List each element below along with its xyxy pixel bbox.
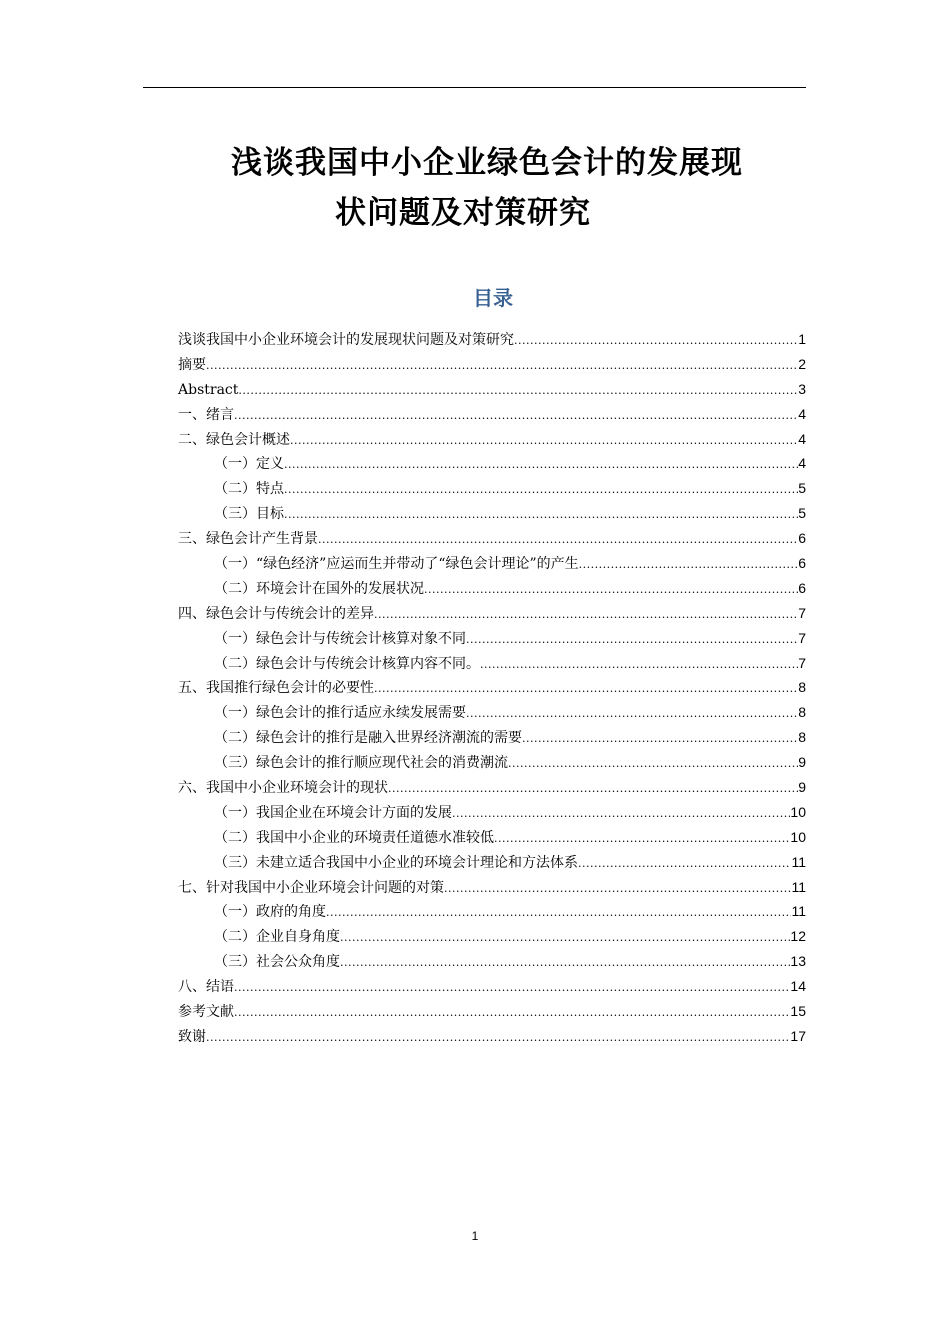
toc-entry-title: 二、绿色会计概述 bbox=[178, 431, 290, 448]
toc-entry-title: Abstract bbox=[178, 381, 239, 398]
toc-dot-leader bbox=[206, 1026, 790, 1049]
toc-dot-leader bbox=[234, 404, 798, 427]
toc-entry-page: 4 bbox=[798, 430, 806, 447]
toc-dot-leader bbox=[326, 901, 791, 924]
toc-entry[interactable] bbox=[178, 352, 806, 377]
toc-entry-title: 浅谈我国中小企业环境会计的发展现状问题及对策研究 bbox=[178, 332, 514, 348]
toc-dot-leader bbox=[284, 478, 798, 501]
toc-entry-page: 13 bbox=[790, 953, 806, 970]
page-number: 1 bbox=[471, 1229, 479, 1243]
toc-entry-page: 14 bbox=[790, 978, 806, 995]
toc-entry-page: 15 bbox=[790, 1003, 806, 1020]
toc-entry-page: 9 bbox=[798, 754, 806, 771]
table-of-contents bbox=[178, 327, 806, 1049]
toc-entry-page: 11 bbox=[791, 878, 806, 895]
toc-entry-page: 17 bbox=[790, 1027, 806, 1044]
toc-entry-title: 参考文献 bbox=[178, 1004, 234, 1021]
toc-entry-title: （三）社会公众角度 bbox=[214, 954, 340, 971]
toc-entry-page: 5 bbox=[798, 480, 806, 497]
toc-entry-page: 4 bbox=[798, 455, 806, 472]
document-title bbox=[143, 138, 806, 238]
toc-entry-title: （一）政府的角度 bbox=[214, 904, 326, 921]
toc-entry[interactable] bbox=[178, 899, 806, 924]
toc-entry-page: 2 bbox=[798, 355, 806, 372]
toc-entry[interactable] bbox=[178, 725, 806, 750]
toc-entry[interactable] bbox=[178, 800, 806, 825]
toc-dot-leader bbox=[284, 453, 798, 476]
toc-entry-title: （一）绿色会计的推行适应永续发展需要 bbox=[214, 705, 466, 722]
toc-entry-page: 6 bbox=[798, 579, 806, 596]
toc-entry[interactable] bbox=[178, 601, 806, 626]
toc-entry[interactable] bbox=[178, 526, 806, 551]
toc-entry-title: （二）环境会计在国外的发展状况 bbox=[214, 580, 424, 597]
toc-entry-title: 一、绪言 bbox=[178, 406, 234, 423]
toc-dot-leader bbox=[452, 802, 790, 825]
toc-entry-page: 7 bbox=[798, 654, 806, 671]
toc-entry[interactable] bbox=[178, 825, 806, 850]
toc-entry-page: 12 bbox=[790, 928, 806, 945]
toc-entry[interactable] bbox=[178, 949, 806, 974]
toc-entry-title: （二）我国中小企业的环境责任道德水准较低 bbox=[214, 829, 494, 846]
toc-entry-title: （三）未建立适合我国中小企业的环境会计理论和方法体系 bbox=[214, 854, 578, 871]
toc-entry-page: 8 bbox=[798, 679, 806, 696]
toc-dot-leader bbox=[318, 528, 798, 551]
toc-entry-title: （二）特点 bbox=[214, 481, 284, 498]
toc-dot-leader bbox=[206, 354, 798, 377]
toc-entry-title: 四、绿色会计与传统会计的差异 bbox=[178, 605, 374, 622]
toc-entry-title: （二）企业自身角度 bbox=[214, 929, 340, 946]
toc-entry[interactable] bbox=[178, 675, 806, 700]
toc-entry-title: （三）绿色会计的推行顺应现代社会的消费潮流 bbox=[214, 755, 508, 772]
toc-entry[interactable] bbox=[178, 402, 806, 427]
toc-entry-page: 8 bbox=[798, 704, 806, 721]
toc-entry[interactable] bbox=[178, 750, 806, 775]
toc-dot-leader bbox=[388, 777, 798, 800]
toc-dot-leader bbox=[466, 628, 798, 651]
toc-entry-title: （一）绿色会计与传统会计核算对象不同 bbox=[214, 630, 466, 647]
toc-entry[interactable] bbox=[178, 427, 806, 452]
toc-entry-title: （二）绿色会计与传统会计核算内容不同。 bbox=[214, 655, 480, 672]
toc-entry-title: 六、我国中小企业环境会计的现状 bbox=[178, 780, 388, 797]
toc-heading: 目录 bbox=[473, 286, 513, 310]
toc-entry[interactable] bbox=[178, 924, 806, 949]
toc-entry[interactable] bbox=[178, 850, 806, 875]
toc-entry-page: 11 bbox=[791, 853, 806, 870]
toc-entry-page: 4 bbox=[798, 405, 806, 422]
toc-entry[interactable] bbox=[178, 875, 806, 900]
toc-entry[interactable] bbox=[178, 974, 806, 999]
toc-entry-page: 10 bbox=[790, 803, 806, 820]
toc-entry[interactable] bbox=[178, 551, 806, 576]
toc-entry-page: 7 bbox=[798, 604, 806, 621]
toc-entry[interactable] bbox=[178, 1024, 806, 1049]
toc-dot-leader bbox=[340, 926, 790, 949]
toc-entry-title: 三、绿色会计产生背景 bbox=[178, 531, 318, 548]
toc-entry[interactable] bbox=[178, 377, 806, 402]
toc-entry-page: 8 bbox=[798, 729, 806, 746]
toc-entry[interactable] bbox=[178, 451, 806, 476]
toc-dot-leader bbox=[290, 429, 798, 452]
toc-dot-leader bbox=[238, 379, 798, 402]
toc-dot-leader bbox=[374, 677, 798, 700]
toc-entry-page: 6 bbox=[798, 555, 806, 572]
toc-entry-page: 10 bbox=[790, 828, 806, 845]
toc-dot-leader bbox=[514, 329, 798, 352]
toc-entry-title: 摘要 bbox=[178, 356, 206, 373]
toc-entry-title: （三）目标 bbox=[214, 506, 284, 523]
toc-entry-page: 3 bbox=[798, 380, 806, 397]
toc-dot-leader bbox=[480, 653, 798, 676]
toc-dot-leader bbox=[578, 852, 791, 875]
toc-entry[interactable] bbox=[178, 327, 806, 352]
toc-dot-leader bbox=[234, 1001, 790, 1024]
toc-entry-title: 七、针对我国中小企业环境会计问题的对策 bbox=[178, 879, 444, 896]
toc-entry-page: 11 bbox=[791, 903, 806, 920]
toc-entry[interactable] bbox=[178, 775, 806, 800]
toc-entry-page: 1 bbox=[798, 331, 806, 347]
toc-entry-page: 5 bbox=[798, 505, 806, 522]
toc-entry-page: 7 bbox=[798, 629, 806, 646]
toc-dot-leader bbox=[234, 976, 790, 999]
toc-entry[interactable] bbox=[178, 576, 806, 601]
toc-entry-title: 致谢 bbox=[178, 1028, 206, 1045]
toc-entry[interactable] bbox=[178, 999, 806, 1024]
toc-entry-page: 9 bbox=[798, 779, 806, 796]
toc-entry[interactable] bbox=[178, 476, 806, 501]
header-rule bbox=[143, 87, 806, 88]
toc-dot-leader bbox=[466, 702, 798, 725]
toc-entry[interactable] bbox=[178, 700, 806, 725]
toc-dot-leader bbox=[340, 951, 790, 974]
toc-entry-title: （一）“绿色经济”应运而生并带动了“绿色会计理论”的产生 bbox=[214, 556, 579, 573]
toc-entry-page: 6 bbox=[798, 530, 806, 547]
toc-dot-leader bbox=[522, 727, 798, 750]
toc-entry[interactable] bbox=[178, 651, 806, 676]
document-title-line-2: 状问题及对策研究 bbox=[335, 195, 591, 231]
toc-dot-leader bbox=[424, 578, 798, 601]
toc-entry-title: 八、结语 bbox=[178, 979, 234, 996]
toc-entry-title: （二）绿色会计的推行是融入世界经济潮流的需要 bbox=[214, 730, 522, 747]
toc-dot-leader bbox=[508, 752, 798, 775]
toc-dot-leader bbox=[284, 503, 798, 526]
toc-entry[interactable] bbox=[178, 626, 806, 651]
toc-dot-leader bbox=[444, 877, 791, 900]
toc-dot-leader bbox=[374, 603, 798, 626]
toc-dot-leader bbox=[579, 553, 799, 576]
document-title-line-1: 浅谈我国中小企业绿色会计的发展现 bbox=[231, 145, 743, 181]
toc-entry-title: 五、我国推行绿色会计的必要性 bbox=[178, 680, 374, 697]
toc-entry-title: （一）我国企业在环境会计方面的发展 bbox=[214, 804, 452, 821]
toc-dot-leader bbox=[494, 827, 790, 850]
toc-entry[interactable] bbox=[178, 501, 806, 526]
toc-entry-title: （一）定义 bbox=[214, 456, 284, 473]
